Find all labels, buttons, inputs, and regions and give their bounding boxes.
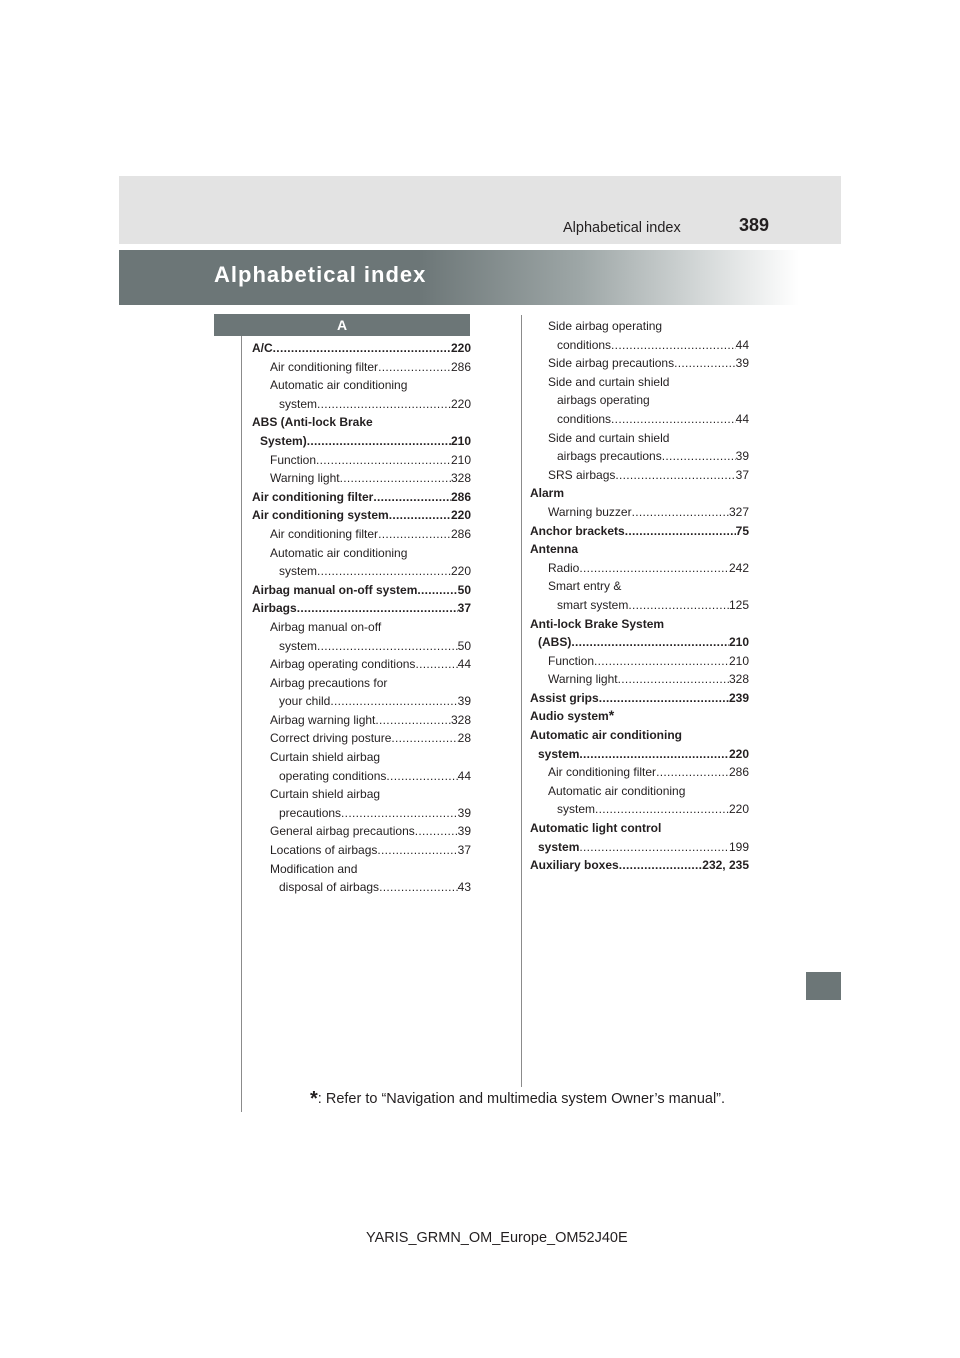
- index-entry[interactable]: [530, 336, 749, 355]
- dot-leader: [316, 451, 451, 470]
- index-entry: Audio system *: [530, 707, 749, 726]
- page-number: 389: [739, 215, 770, 235]
- index-entry-label: system: [279, 638, 318, 653]
- index-entry[interactable]: [252, 451, 471, 470]
- index-entry[interactable]: [252, 562, 471, 581]
- index-entry-label: Automatic air conditioning: [270, 378, 408, 393]
- dot-leader: [378, 525, 451, 544]
- index-entry-label: conditions: [557, 337, 612, 352]
- index-entry-page[interactable]: 220: [728, 802, 749, 817]
- dot-leader: [317, 395, 451, 414]
- index-entry-label: Side and curtain shield: [548, 430, 670, 445]
- index-entry-label: system: [279, 396, 318, 411]
- index-column-left: [252, 339, 471, 897]
- index-entry[interactable]: [252, 729, 471, 748]
- dot-leader: [373, 488, 451, 507]
- index-entry-label: Air conditioning filter: [252, 489, 374, 504]
- index-entry-page[interactable]: 328: [450, 471, 471, 486]
- index-entry: [530, 615, 749, 634]
- index-entry-label: Antenna: [530, 542, 578, 557]
- index-entry[interactable]: [530, 447, 749, 466]
- index-entry-page[interactable]: 210: [450, 433, 471, 448]
- dot-leader: [594, 652, 729, 671]
- index-entry-page[interactable]: 44: [457, 657, 471, 672]
- index-entry-label: General airbag precautions: [270, 824, 415, 839]
- dot-leader: [297, 599, 458, 618]
- index-entry-page[interactable]: 328: [450, 712, 471, 727]
- section-thumb-tab[interactable]: [806, 972, 841, 1000]
- dot-leader: [389, 506, 451, 525]
- index-entry-label: Audio system: [530, 709, 609, 724]
- index-entry[interactable]: [530, 633, 749, 652]
- index-entry-page[interactable]: 220: [450, 396, 471, 411]
- index-entry-label: system: [538, 746, 580, 761]
- index-entry-label: Air conditioning system: [252, 508, 389, 523]
- dot-leader: [378, 358, 451, 377]
- index-entry[interactable]: [252, 841, 471, 860]
- index-entry[interactable]: [252, 506, 471, 525]
- index-entry-page[interactable]: 39: [457, 824, 471, 839]
- index-entry: [530, 540, 749, 559]
- index-entry-page[interactable]: 44: [735, 337, 749, 352]
- index-entry: [252, 376, 471, 395]
- index-entry-page[interactable]: 125: [728, 597, 749, 612]
- index-entry[interactable]: [530, 522, 749, 541]
- index-entry-label: Airbag operating conditions: [270, 657, 416, 672]
- index-entry[interactable]: [252, 878, 471, 897]
- index-entry[interactable]: [530, 838, 749, 857]
- index-entry-label: Side and curtain shield: [548, 374, 670, 389]
- document-code: YARIS_GRMN_OM_Europe_OM52J40E: [366, 1230, 628, 1246]
- index-entry[interactable]: [530, 410, 749, 429]
- dot-leader: [379, 878, 458, 897]
- index-entry-page[interactable]: 286: [450, 526, 471, 541]
- index-entry-page[interactable]: 286: [728, 765, 749, 780]
- index-entry-label: Automatic air conditioning: [530, 728, 682, 743]
- index-entry-label: Curtain shield airbag: [270, 750, 381, 765]
- index-entry-page[interactable]: 239: [728, 690, 749, 705]
- index-entry[interactable]: [252, 469, 471, 488]
- index-entry[interactable]: [530, 763, 749, 782]
- index-entry: [252, 785, 471, 804]
- index-entry-label: Warning buzzer: [548, 504, 632, 519]
- index-entry-label: Modification and: [270, 861, 358, 876]
- index-entry-page[interactable]: 37: [457, 601, 471, 616]
- index-entry-page[interactable]: 39: [735, 449, 749, 464]
- index-entry: [530, 429, 749, 448]
- index-entry-page[interactable]: 50: [457, 638, 471, 653]
- index-entry-page[interactable]: 232, 235: [702, 858, 749, 873]
- index-entry-page[interactable]: 199: [728, 839, 749, 854]
- dot-leader: [330, 692, 457, 711]
- index-entry-page[interactable]: 39: [457, 694, 471, 709]
- index-entry[interactable]: [252, 599, 471, 618]
- dot-leader: [595, 800, 729, 819]
- dot-leader: [615, 466, 735, 485]
- dot-leader: [579, 745, 729, 764]
- index-entry[interactable]: [530, 652, 749, 671]
- dot-leader: [625, 522, 736, 541]
- index-entry: [252, 748, 471, 767]
- index-entry-page[interactable]: 28: [457, 731, 471, 746]
- index-entry: [530, 726, 749, 745]
- index-entry-page[interactable]: 50: [457, 582, 471, 597]
- dot-leader: [579, 559, 729, 578]
- index-entry[interactable]: [252, 822, 471, 841]
- index-entry: [252, 618, 471, 637]
- index-entry-page[interactable]: 327: [728, 504, 749, 519]
- dot-leader: [599, 689, 729, 708]
- index-entry[interactable]: [252, 655, 471, 674]
- index-entry[interactable]: [530, 466, 749, 485]
- index-entry: [530, 317, 749, 336]
- index-entry[interactable]: [530, 670, 749, 689]
- index-entry[interactable]: [530, 689, 749, 708]
- index-entry[interactable]: [252, 395, 471, 414]
- index-entry[interactable]: [252, 488, 471, 507]
- index-entry[interactable]: [252, 804, 471, 823]
- dot-leader: [377, 841, 457, 860]
- index-entry-label: Warning light: [548, 672, 618, 687]
- index-entry-page[interactable]: 75: [735, 523, 749, 538]
- index-entry-label: disposal of airbags: [279, 880, 380, 895]
- index-entry-page[interactable]: 210: [450, 452, 471, 467]
- index-entry: [530, 782, 749, 801]
- index-entry-label: system: [279, 564, 318, 579]
- index-entry-label: Curtain shield airbag: [270, 787, 381, 802]
- index-entry-page[interactable]: 44: [457, 768, 471, 783]
- index-entry[interactable]: [252, 581, 471, 600]
- letter-heading: A: [214, 314, 470, 336]
- index-entry-page[interactable]: 220: [728, 746, 749, 761]
- dot-leader: [391, 729, 457, 748]
- index-entry: [530, 373, 749, 392]
- dot-leader: [618, 670, 729, 689]
- index-entry-page[interactable]: 44: [735, 411, 749, 426]
- index-entry: [530, 819, 749, 838]
- index-entry-page[interactable]: 37: [457, 843, 471, 858]
- dot-leader: [611, 336, 736, 355]
- index-entry: [530, 484, 749, 503]
- index-entry-label: Warning light: [270, 471, 340, 486]
- index-entry: [530, 391, 749, 410]
- index-entry[interactable]: [530, 745, 749, 764]
- dot-leader: [571, 633, 729, 652]
- index-entry-label: A/C: [252, 341, 273, 355]
- dot-leader: [662, 447, 736, 466]
- index-entry-label: Airbag warning light: [270, 712, 376, 727]
- dot-leader: [632, 503, 729, 522]
- index-entry-label: operating conditions: [279, 768, 387, 783]
- index-entry[interactable]: [252, 637, 471, 656]
- index-entry[interactable]: [252, 692, 471, 711]
- index-entry-page[interactable]: 220: [450, 508, 471, 523]
- dot-leader: [340, 469, 451, 488]
- dot-leader: [415, 822, 458, 841]
- index-entry-label: precautions: [279, 805, 342, 820]
- index-entry[interactable]: [252, 711, 471, 730]
- index-entry[interactable]: [530, 559, 749, 578]
- index-entry-label: Alarm: [530, 486, 565, 501]
- index-entry-label: Function: [270, 452, 317, 467]
- index-entry-page[interactable]: 286: [450, 359, 471, 374]
- index-entry[interactable]: [530, 596, 749, 615]
- index-entry[interactable]: [252, 339, 471, 358]
- index-entry-page[interactable]: 39: [735, 356, 749, 371]
- index-entry: [252, 413, 471, 432]
- index-entry: [252, 674, 471, 693]
- index-entry-label: Air conditioning filter: [548, 765, 657, 780]
- index-entry-label: Auxiliary boxes: [530, 858, 619, 873]
- index-entry[interactable]: [530, 354, 749, 373]
- index-entry-label: airbags operating: [557, 393, 650, 408]
- index-entry[interactable]: [252, 358, 471, 377]
- index-entry: [252, 860, 471, 879]
- index-entry-page[interactable]: 220: [450, 564, 471, 579]
- index-entry-page[interactable]: 37: [735, 467, 749, 482]
- index-entry-page[interactable]: 210: [728, 653, 749, 668]
- index-entry-label: Airbag manual on-off: [270, 619, 382, 634]
- index-entry-label: Side airbag precautions: [548, 356, 675, 371]
- dot-leader: [417, 581, 457, 600]
- dot-leader: [317, 562, 451, 581]
- index-entry: [530, 577, 749, 596]
- index-entry-label: Automatic air conditioning: [270, 545, 408, 560]
- dot-leader: [628, 596, 729, 615]
- index-entry[interactable]: [530, 800, 749, 819]
- index-entry-label: system: [538, 839, 580, 854]
- footnote-mark: *: [310, 1088, 318, 1110]
- index-entry-label: (ABS): [538, 635, 572, 650]
- column-rule-left: [241, 315, 242, 1112]
- index-entry-page[interactable]: 210: [728, 635, 749, 650]
- index-entry-label: Side airbag operating: [548, 319, 663, 333]
- dot-leader: [341, 804, 458, 823]
- dot-leader: [273, 339, 451, 358]
- index-entry-label: Radio: [548, 560, 580, 575]
- index-entry-label: Automatic light control: [530, 821, 662, 836]
- dot-leader: [619, 856, 703, 875]
- index-entry-label: smart system: [557, 597, 629, 612]
- index-entry-page[interactable]: 220: [450, 341, 471, 355]
- column-rule-middle: [521, 315, 522, 1087]
- index-entry-label: Correct driving posture: [270, 731, 392, 746]
- footnote: [310, 1088, 725, 1111]
- dot-leader: [317, 637, 458, 656]
- index-entry-label: Air conditioning filter: [270, 359, 379, 374]
- index-entry-label: airbags precautions: [557, 449, 662, 464]
- dot-leader: [674, 354, 736, 373]
- index-entry-label: Airbag precautions for: [270, 675, 388, 690]
- index-entry-label: System): [260, 433, 307, 448]
- dot-leader: [611, 410, 736, 429]
- dot-leader: [386, 767, 457, 786]
- index-entry-page[interactable]: 328: [728, 672, 749, 687]
- index-entry-page[interactable]: 242: [728, 560, 749, 575]
- index-column-right: [530, 317, 749, 875]
- index-entry-label: Airbag manual on-off system: [252, 582, 418, 597]
- dot-leader: [375, 711, 451, 730]
- index-entry-label: Smart entry &: [548, 579, 622, 594]
- header-band: [119, 176, 841, 244]
- index-entry-label: Anti-lock Brake System: [530, 616, 665, 631]
- page-title: Alphabetical index: [214, 262, 427, 287]
- dot-leader: [307, 432, 451, 451]
- index-entry[interactable]: [252, 767, 471, 786]
- index-entry-label: SRS airbags: [548, 467, 616, 482]
- footnote-text: : Refer to “Navigation and multimedia system Owner’s manual”.: [317, 1091, 726, 1107]
- index-entry-page[interactable]: 286: [450, 489, 471, 504]
- index-entry-label: Anchor brackets: [530, 523, 625, 538]
- index-entry[interactable]: [252, 432, 471, 451]
- index-entry-label: Automatic air conditioning: [548, 783, 686, 798]
- index-entry-label: Locations of airbags: [270, 843, 378, 858]
- index-entry-label: Air conditioning filter: [270, 526, 379, 541]
- index-entry-label: conditions: [557, 411, 612, 426]
- index-entry-label: ABS (Anti-lock Brake: [252, 415, 373, 430]
- dot-leader: [415, 655, 457, 674]
- index-entry-label: Assist grips: [530, 690, 599, 705]
- dot-leader: [656, 763, 729, 782]
- index-entry-label: Function: [548, 653, 595, 668]
- index-entry[interactable]: [530, 503, 749, 522]
- index-entry: [252, 544, 471, 563]
- index-entry[interactable]: [252, 525, 471, 544]
- running-header-section: Alphabetical index: [563, 220, 681, 236]
- index-entry-page[interactable]: 39: [457, 805, 471, 820]
- index-entry-label: system: [557, 802, 596, 817]
- dot-leader: [579, 838, 729, 857]
- index-entry-label: your child: [279, 694, 331, 709]
- index-entry-page[interactable]: 43: [457, 880, 471, 895]
- index-entry-label: Airbags: [252, 601, 297, 616]
- index-entry[interactable]: [530, 856, 749, 875]
